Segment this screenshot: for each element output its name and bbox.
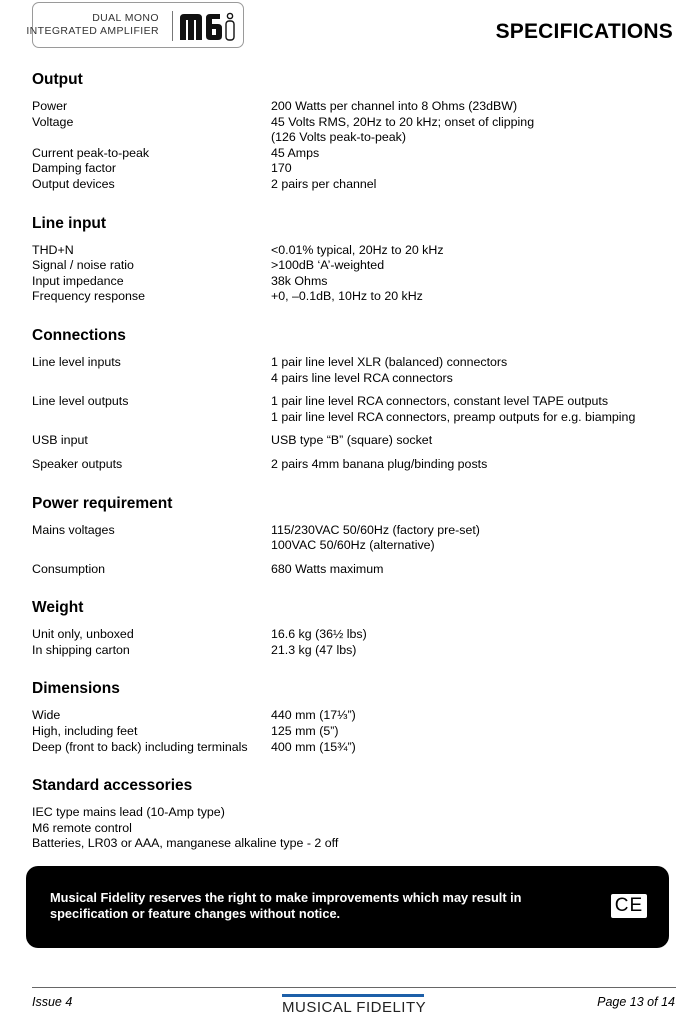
brand-name: MUSICAL FIDELITY bbox=[282, 999, 427, 1016]
m6i-logo-icon bbox=[178, 10, 238, 42]
section-heading: Power requirement bbox=[32, 494, 173, 512]
section-heading: Dimensions bbox=[32, 680, 120, 698]
disclaimer-text: Musical Fidelity reserves the right to make improvements which may result in specification or feature changes without notice. bbox=[50, 890, 522, 921]
section-weight bbox=[32, 598, 672, 658]
spec-value bbox=[271, 724, 672, 740]
footer-page-number: Page 13 of 14 bbox=[597, 995, 675, 1009]
brand-logo bbox=[282, 994, 427, 1016]
spec-value-line: 45 Amps bbox=[271, 145, 320, 160]
spec-value-line: 45 Volts RMS, 20Hz to 20 kHz; onset of clipping bbox=[271, 114, 535, 129]
footer-divider bbox=[32, 987, 676, 988]
spec-row bbox=[32, 161, 672, 177]
spec-value bbox=[271, 289, 672, 305]
spec-row bbox=[32, 708, 672, 724]
spec-value-line: 2 pairs 4mm banana plug/binding posts bbox=[271, 456, 488, 471]
spec-row bbox=[32, 562, 672, 578]
accessory-item: M6 remote control bbox=[32, 820, 132, 835]
ce-mark-icon: CE bbox=[611, 894, 647, 918]
spec-value bbox=[271, 394, 672, 425]
brand-bar bbox=[282, 994, 424, 997]
section-line-input bbox=[32, 214, 672, 305]
spec-label: Speaker outputs bbox=[32, 456, 123, 471]
spec-value bbox=[271, 355, 672, 386]
accessory-item: IEC type mains lead (10-Amp type) bbox=[32, 805, 225, 820]
spec-value-line: <0.01% typical, 20Hz to 20 kHz bbox=[271, 242, 444, 257]
spec-value-line: 115/230VAC 50/60Hz (factory pre-set) bbox=[271, 522, 480, 537]
spec-value-line: 4 pairs line level RCA connectors bbox=[271, 370, 453, 385]
accessory-item: Batteries, LR03 or AAA, manganese alkaline type - 2 off bbox=[32, 836, 339, 851]
section-standard-accessories bbox=[32, 776, 672, 852]
spec-row bbox=[32, 146, 672, 162]
section-heading: Standard accessories bbox=[32, 777, 193, 795]
specifications-content bbox=[32, 70, 672, 852]
section-power-requirement bbox=[32, 494, 672, 578]
spec-value-line: +0, –0.1dB, 10Hz to 20 kHz bbox=[271, 289, 423, 304]
section-heading: Weight bbox=[32, 599, 84, 617]
spec-value-line: 2 pairs per channel bbox=[271, 176, 377, 191]
spec-label: Frequency response bbox=[32, 289, 145, 304]
spec-label: Line level outputs bbox=[32, 394, 129, 409]
spec-row bbox=[32, 643, 672, 659]
spec-label: THD+N bbox=[32, 242, 74, 257]
spec-value bbox=[271, 643, 672, 659]
spec-value bbox=[271, 177, 672, 193]
spec-label: Damping factor bbox=[32, 161, 117, 176]
spec-label: Mains voltages bbox=[32, 522, 115, 537]
logo-divider bbox=[172, 11, 173, 41]
spec-row bbox=[32, 523, 672, 554]
spec-value bbox=[271, 258, 672, 274]
spec-value bbox=[271, 740, 672, 756]
spec-value-line: USB type “B” (square) socket bbox=[271, 433, 433, 448]
spec-label: Output devices bbox=[32, 176, 115, 191]
section-heading: Output bbox=[32, 71, 83, 88]
spec-row bbox=[32, 289, 672, 305]
spec-label: In shipping carton bbox=[32, 642, 130, 657]
spec-label: Input impedance bbox=[32, 273, 124, 288]
spec-label: Deep (front to back) including terminals bbox=[32, 739, 248, 754]
spec-row bbox=[32, 740, 672, 756]
spec-value-line: 1 pair line level RCA connectors, constant level TAPE outputs bbox=[271, 394, 609, 409]
spec-value bbox=[271, 161, 672, 177]
spec-row bbox=[32, 177, 672, 193]
spec-value bbox=[271, 146, 672, 162]
spec-row bbox=[32, 99, 672, 115]
spec-label: Consumption bbox=[32, 561, 106, 576]
section-connections bbox=[32, 326, 672, 473]
spec-row bbox=[32, 274, 672, 290]
spec-value-line: (126 Volts peak-to-peak) bbox=[271, 130, 406, 145]
spec-label: Voltage bbox=[32, 114, 74, 129]
spec-value-line: 440 mm (17⅓”) bbox=[271, 708, 356, 723]
product-logo bbox=[26, 2, 244, 48]
logo-line-2: INTEGRATED AMPLIFIER bbox=[26, 25, 159, 37]
spec-value-line: 38k Ohms bbox=[271, 273, 328, 288]
section-output bbox=[32, 70, 672, 193]
spec-value-line: >100dB ‘A’-weighted bbox=[271, 258, 385, 273]
spec-row bbox=[32, 457, 672, 473]
spec-row bbox=[32, 115, 672, 146]
spec-value bbox=[271, 627, 672, 643]
spec-row bbox=[32, 258, 672, 274]
spec-label: Signal / noise ratio bbox=[32, 258, 134, 273]
spec-value-line: 1 pair line level XLR (balanced) connectors bbox=[271, 354, 508, 369]
spec-value bbox=[271, 115, 672, 146]
spec-value bbox=[271, 243, 672, 259]
spec-label: Wide bbox=[32, 708, 61, 723]
section-heading: Connections bbox=[32, 326, 126, 344]
spec-value-line: 16.6 kg (36½ lbs) bbox=[271, 627, 367, 642]
spec-row bbox=[32, 627, 672, 643]
spec-label: Current peak-to-peak bbox=[32, 145, 150, 160]
section-heading: Line input bbox=[32, 214, 107, 232]
spec-value bbox=[271, 99, 672, 115]
spec-value bbox=[271, 457, 672, 473]
spec-label: Line level inputs bbox=[32, 354, 121, 369]
spec-row bbox=[32, 394, 672, 425]
page-title: SPECIFICATIONS bbox=[495, 20, 673, 43]
disclaimer-notice bbox=[26, 866, 669, 948]
spec-value bbox=[271, 523, 672, 554]
spec-row bbox=[32, 724, 672, 740]
spec-label: High, including feet bbox=[32, 724, 138, 739]
spec-label: USB input bbox=[32, 433, 88, 448]
spec-value-line: 170 bbox=[271, 161, 292, 176]
spec-value bbox=[271, 274, 672, 290]
spec-label: Unit only, unboxed bbox=[32, 627, 134, 642]
spec-value bbox=[271, 433, 672, 449]
spec-value-line: 125 mm (5”) bbox=[271, 724, 339, 739]
logo-tagline bbox=[26, 12, 159, 38]
spec-row bbox=[32, 433, 672, 449]
spec-row bbox=[32, 243, 672, 259]
spec-value-line: 200 Watts per channel into 8 Ohms (23dBW) bbox=[271, 99, 518, 113]
spec-value-line: 100VAC 50/60Hz (alternative) bbox=[271, 538, 435, 553]
spec-value-line: 400 mm (15¾”) bbox=[271, 739, 356, 754]
spec-value bbox=[271, 562, 672, 578]
section-dimensions bbox=[32, 679, 672, 755]
spec-value bbox=[271, 708, 672, 724]
spec-label: Power bbox=[32, 99, 68, 113]
footer-issue: Issue 4 bbox=[32, 995, 73, 1009]
spec-value-line: 1 pair line level RCA connectors, preamp outputs for e.g. biamping bbox=[271, 409, 636, 424]
logo-line-1: DUAL MONO bbox=[92, 12, 159, 24]
spec-value-line: 21.3 kg (47 lbs) bbox=[271, 642, 357, 657]
accessories-list bbox=[32, 805, 672, 852]
spec-value-line: 680 Watts maximum bbox=[271, 561, 384, 576]
spec-row bbox=[32, 355, 672, 386]
